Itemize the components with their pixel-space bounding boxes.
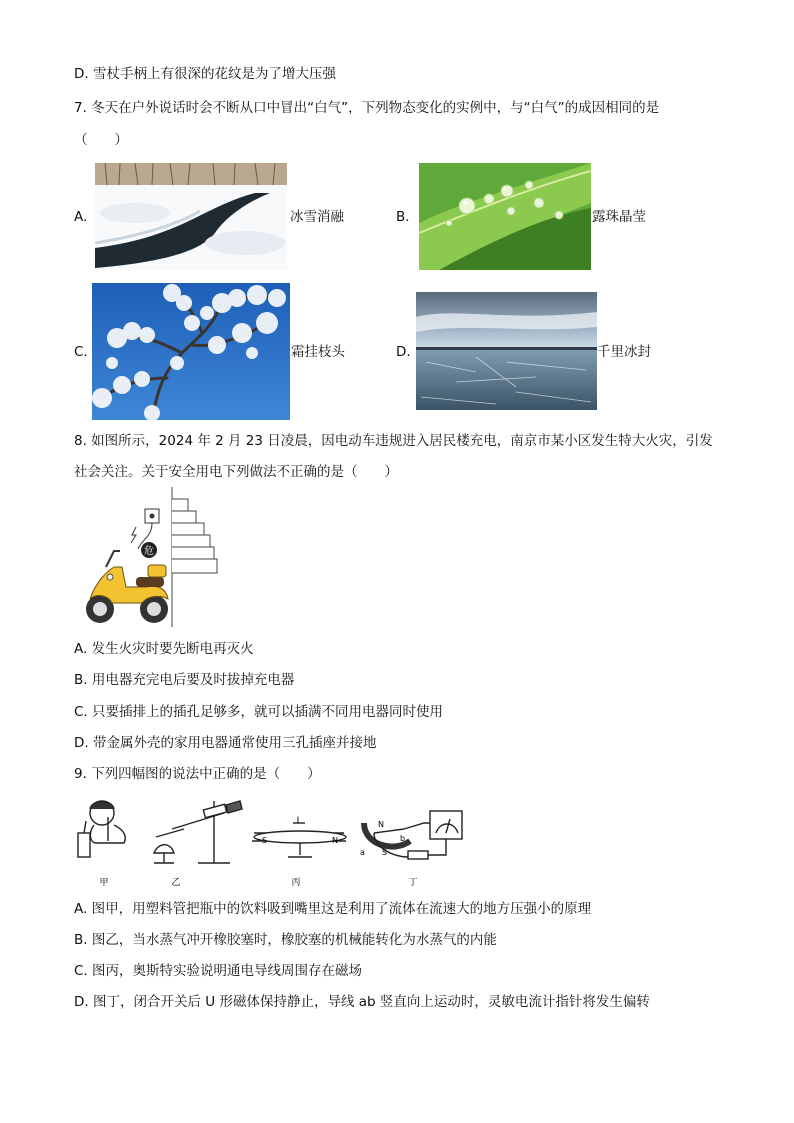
q7-option-d-letter: D.	[396, 344, 411, 360]
q9-four-figures	[74, 793, 474, 893]
q7-option-b-caption: 露珠晶莹	[592, 209, 646, 225]
current-label: I	[296, 816, 300, 826]
q7-option-d-image	[416, 292, 597, 410]
q9-option-c: C. 图丙，奥斯特实验说明通电导线周围存在磁场	[74, 963, 363, 979]
q7-option-c-image	[92, 283, 290, 420]
north-pole-label: N	[332, 836, 338, 845]
q8-stem-line2: 社会关注。关于安全用电下列做法不正确的是（ ）	[74, 464, 398, 480]
q8-option-b: B. 用电器充完电后要及时拔掉充电器	[74, 672, 295, 688]
q9-option-d: D. 图丁，闭合开关后 U 形磁体保持静止，导线 ab 竖直向上运动时，灵敏电流计指针将发生偏转	[74, 994, 650, 1010]
q6-option-d: D. 雪杖手柄上有很深的花纹是为了增大压强	[74, 66, 336, 82]
q9-option-a: A. 图甲，用塑料管把瓶中的饮料吸到嘴里这是利用了流体在流速大的地方压强小的原理	[74, 901, 592, 917]
q7-option-c-letter: C.	[74, 344, 88, 360]
q8-option-c: C. 只要插排上的插孔足够多，就可以插满不同用电器同时使用	[74, 704, 444, 720]
south-pole-label: S	[262, 836, 268, 845]
q7-stem: 7. 冬天在户外说话时会不断从口中冒出“白气”，下列物态变化的实例中，与“白气”的成因相同的是	[74, 100, 660, 116]
q7-paren: （ ）	[74, 132, 128, 148]
figure-label-ding: 丁	[408, 878, 418, 888]
figure-label-jia: 甲	[99, 878, 109, 888]
ding-south-label: S	[382, 848, 388, 857]
ding-a-label: a	[360, 848, 365, 857]
figure-label-yi: 乙	[171, 878, 181, 888]
q8-option-a: A. 发生火灾时要先断电再灭火	[74, 641, 254, 657]
figure-ding	[364, 811, 462, 859]
q9-option-b: B. 图乙，当水蒸气冲开橡胶塞时，橡胶塞的机械能转化为水蒸气的内能	[74, 932, 497, 948]
q8-stem-line1: 8. 如图所示，2024 年 2 月 23 日凌晨，因电动车违规进入居民楼充电，南京市某小区发生特大火灾，引发	[74, 433, 713, 449]
q7-option-a-letter: A.	[74, 209, 88, 225]
ding-north-label: N	[378, 820, 384, 829]
q9-stem: 9. 下列四幅图的说法中正确的是（ ）	[74, 766, 321, 782]
q7-option-b-letter: B.	[396, 209, 410, 225]
figure-label-bing: 丙	[291, 878, 301, 888]
q7-option-b-image	[419, 163, 591, 270]
q7-option-a-image	[95, 163, 287, 270]
q8-option-d: D. 带金属外壳的家用电器通常使用三孔插座并接地	[74, 735, 377, 751]
q7-option-c-caption: 霜挂枝头	[291, 344, 345, 360]
q7-option-a-caption: 冰雪消融	[290, 209, 344, 225]
q8-scooter-stairs-figure	[76, 487, 222, 627]
ding-b-label: b	[400, 834, 406, 843]
danger-sign-text: 危	[144, 546, 154, 557]
figure-jia	[78, 801, 125, 857]
q7-option-d-caption: 千里冰封	[597, 344, 651, 360]
figure-yi	[154, 801, 242, 863]
